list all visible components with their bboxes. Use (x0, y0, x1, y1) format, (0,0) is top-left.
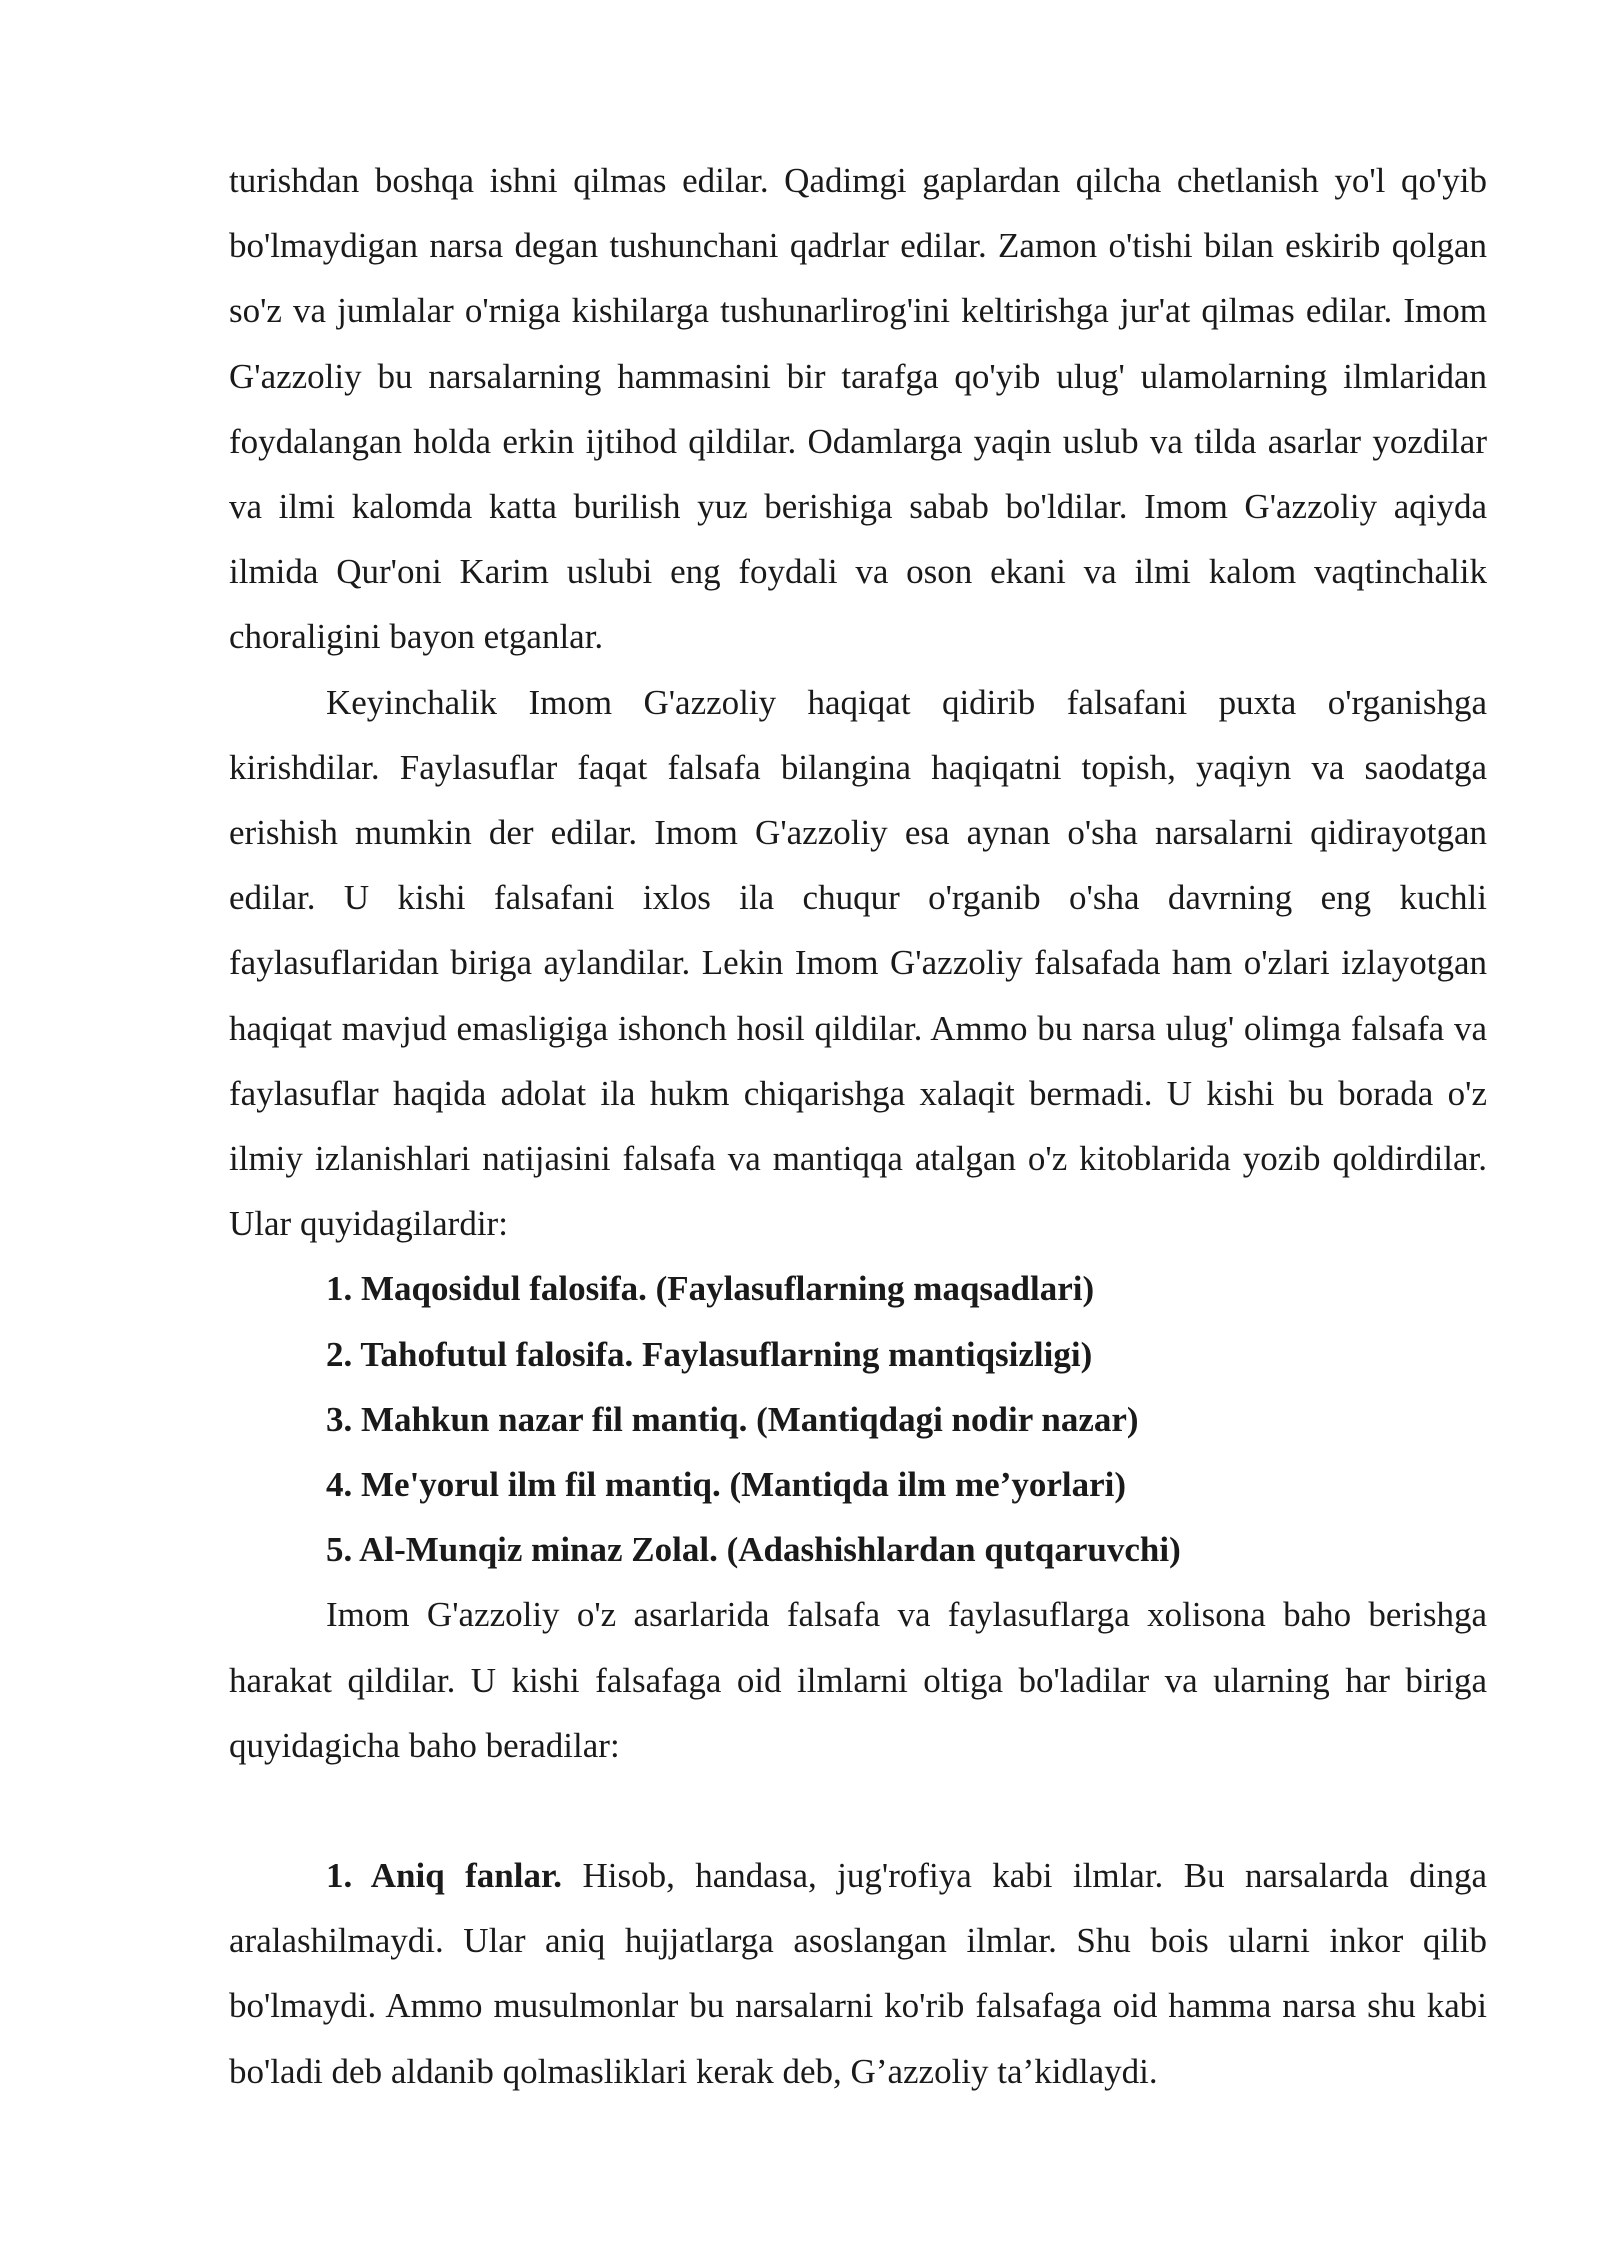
paragraph-intro: turishdan boshqa ishni qilmas edilar. Qadimgi gaplardan qilcha chetlanish yo'l qo'yib bo'lmaydigan narsa degan tushunchani qadrlar edilar. Zamon o'tishi bilan eskirib qolgan so'z va jumlalar o'rniga kishilarga tushunarlirog'ini keltirishga jur'at qilmas edilar. Imom G'azzoliy bu narsalarning hammasini bir tarafga qo'yib ulug' ulamolarning ilmlaridan foydalangan holda erkin ijtihod qildilar. Odamlarga yaqin uslub va tilda asarlar yozdilar va ilmi kalomda katta burilish yuz berishiga sabab bo'ldilar. Imom G'azzoliy aqiyda ilmida Qur'oni Karim uslubi eng foydali va oson ekani va ilmi kalom vaqtinchalik choraligini bayon etganlar. (229, 161, 1487, 657)
paragraph-exact-sciences (229, 1843, 1487, 2104)
paragraph-philosophy: Keyinchalik Imom G'azzoliy haqiqat qidirib falsafani puxta o'rganishga kirishdilar. Faylasuflar faqat falsafa bilangina haqiqatni topish, yaqiyn va saodatga erishish mumkin der edilar. Imom G'azzoliy esa aynan o'sha narsalarni qidirayotgan edilar. U kishi falsafani ixlos ila chuqur o'rganib o'sha davrning eng kuchli faylasuflaridan biriga aylandilar. Lekin Imom G'azzoliy falsafada ham o'zlari izlayotgan haqiqat mavjud emasligiga ishonch hosil qildilar. Ammo bu narsa ulug' olimga falsafa va faylasuflar haqida adolat ila hukm chiqarishga xalaqit bermadi. U kishi bu borada o'z ilmiy izlanishlari natijasini falsafa va mantiqqa atalgan o'z kitoblarida yozib qoldirdilar. Ular quyidagilardir: (229, 682, 1487, 1244)
section-heading: 1. Aniq fanlar. (326, 1856, 563, 1896)
list-item-book-1: 1. Maqosidul falosifa. (Faylasuflarning maqsadlari) (326, 1269, 1095, 1309)
list-item-book-4: 4. Me'yorul ilm fil mantiq. (Mantiqda ilm me’yorlari) (326, 1465, 1127, 1505)
section-text: Hisob, handasa, jug'rofiya kabi ilmlar. Bu narsalarda dinga aralashilmaydi. Ular aniq hujjatlarga asoslangan ilmlar. Shu bois ularni inkor qilib bo'lmaydi. Ammo musulmonlar bu narsalarni ko'rib falsafaga oid hamma narsa shu kabi bo'ladi deb aldanib qolmasliklari kerak deb, G’azzoliy ta’kidlaydi. (229, 1856, 1487, 2091)
list-item-book-3: 3. Mahkun nazar fil mantiq. (Mantiqdagi nodir nazar) (326, 1399, 1139, 1439)
blank-line (229, 1778, 1487, 1843)
list-item-book-5: 5. Al-Munqiz minaz Zolal. (Adashishlardan qutqaruvchi) (326, 1530, 1181, 1570)
paragraph-evaluation: Imom G'azzoliy o'z asarlarida falsafa va faylasuflarga xolisona baho berishga harakat qildilar. U kishi falsafaga oid ilmlarni oltiga bo'ladilar va ularning har biriga quyidagicha baho beradilar: (229, 1595, 1487, 1765)
document-body (229, 148, 1487, 2104)
list-item-book-2: 2. Tahofutul falosifa. Faylasuflarning mantiqsizligi) (326, 1334, 1093, 1374)
books-list (229, 1256, 1487, 1582)
